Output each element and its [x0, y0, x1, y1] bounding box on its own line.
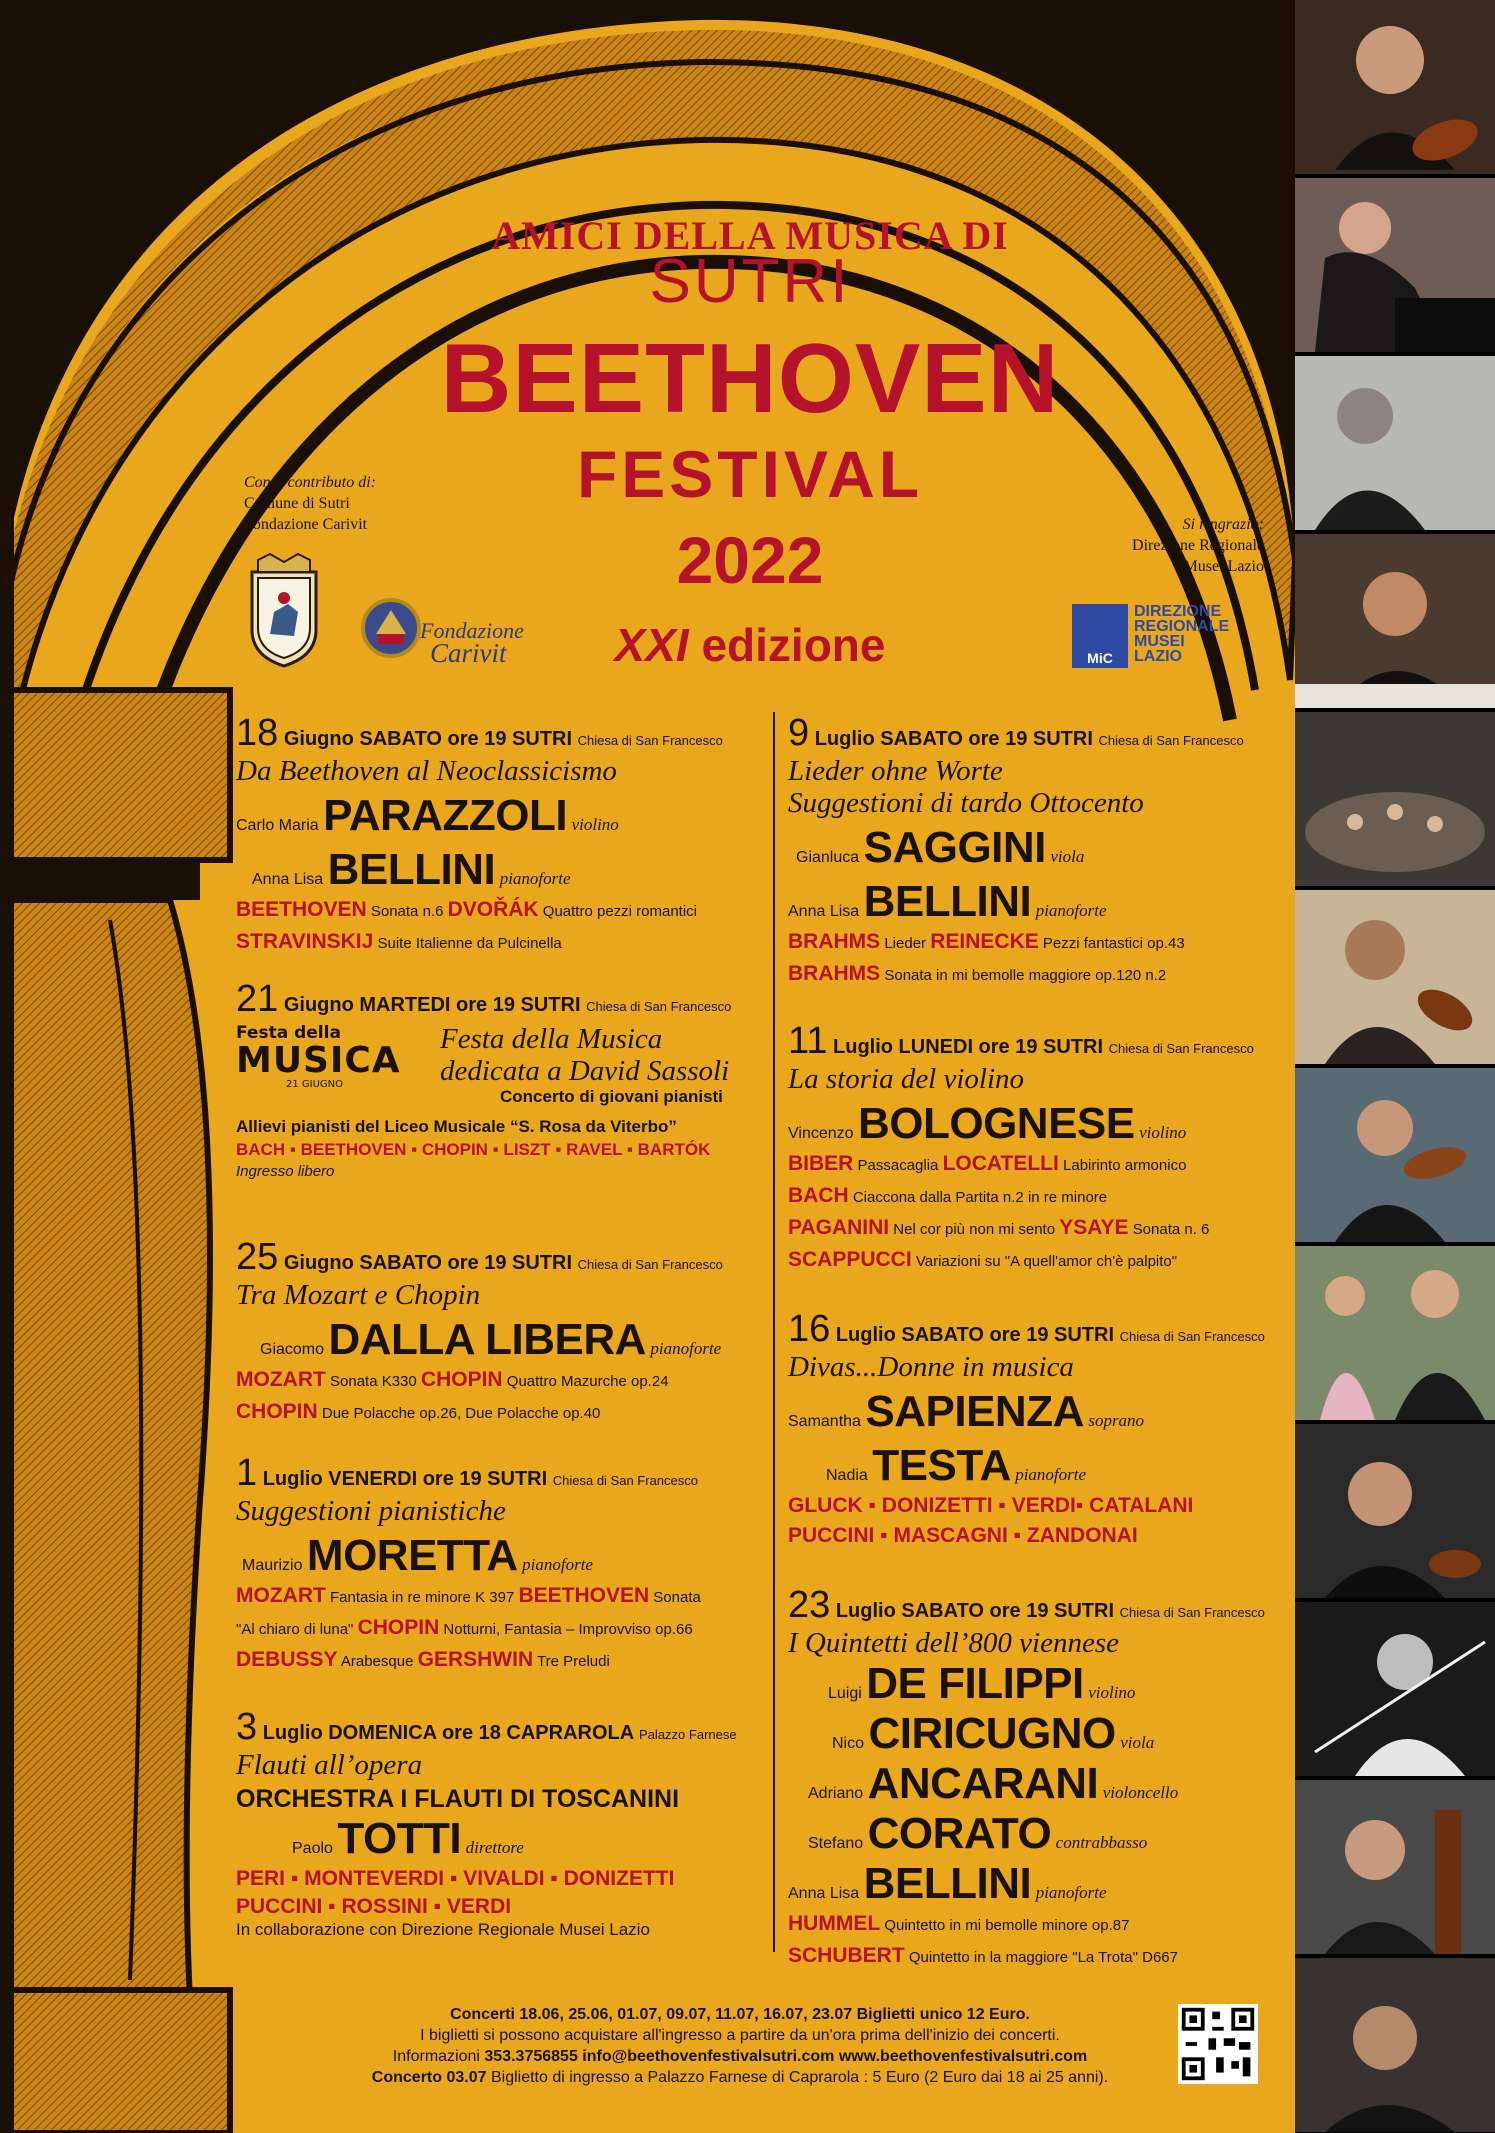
program-line	[788, 1181, 1348, 1213]
thanks-intro: Si ringrazia:	[1182, 516, 1264, 533]
mic-logo-mark	[1072, 604, 1128, 668]
performer	[788, 1659, 1348, 1709]
work: Suite Italienne da Pulcinella	[377, 935, 562, 952]
concert-subtitle: dedicata a David Sassoli	[440, 1055, 730, 1087]
musei-lazio-logo-text	[1134, 604, 1229, 664]
work: "Al chiaro di luna"	[236, 1621, 354, 1638]
concert-title: Festa della Musica	[440, 1023, 663, 1055]
program-line	[236, 1581, 796, 1613]
performer	[788, 1709, 1348, 1759]
concert-venue: Chiesa di San Francesco	[1108, 1041, 1254, 1056]
composers-list: GLUCK ▪ DONIZETTI ▪ VERDI▪ CATALANI	[788, 1494, 1194, 1517]
work: Fantasia in re minore K 397	[330, 1589, 515, 1606]
concert-date	[788, 1020, 1348, 1063]
work: Pezzi fantastici op.43	[1042, 935, 1185, 952]
performer-role: viola	[1050, 847, 1085, 866]
concert-venue: Chiesa di San Francesco	[552, 1473, 698, 1488]
work: Notturni, Fantasia – Improvviso op.66	[443, 1621, 693, 1638]
performer-role: violino	[1139, 1123, 1187, 1142]
concert-date	[236, 1236, 796, 1279]
concert-day: 3	[236, 1706, 258, 1748]
concert-date	[236, 1706, 796, 1749]
photo-violinist-parazzoli	[1295, 0, 1495, 174]
performer-first-name: Nico	[832, 1735, 865, 1752]
work: Passacaglia	[857, 1157, 939, 1174]
contacts-label: Informazioni	[392, 2048, 480, 2065]
concert-day: 21	[236, 978, 279, 1020]
concert-day: 18	[236, 712, 279, 754]
concert-day: 25	[236, 1236, 279, 1278]
footer-caprarola	[320, 2067, 1160, 2088]
composer: REINECKE	[930, 930, 1039, 953]
performer	[236, 791, 796, 841]
concert-time: Luglio SABATO ore 19 SUTRI	[835, 1324, 1115, 1346]
festa-musica-block	[236, 1023, 796, 1111]
performer-first-name: Paolo	[292, 1840, 333, 1857]
work: Quattro pezzi romantici	[542, 903, 698, 920]
performer-role: soprano	[1088, 1411, 1145, 1430]
composer: BEETHOVEN	[236, 898, 367, 921]
sponsor-comune: Comune di Sutri	[244, 495, 350, 512]
collaboration-note: In collaborazione con Direzione Regionale Musei Lazio	[236, 1920, 650, 1939]
composer: BRAHMS	[788, 962, 881, 985]
footer-concerts-tickets: Concerti 18.06, 25.06, 01.07, 09.07, 11.07, 16.07, 23.07 Biglietti unico 12 Euro.	[450, 2006, 1030, 2023]
program-line	[236, 927, 796, 959]
work: Lieder	[884, 935, 927, 952]
performer-last-name: SAGGINI	[863, 823, 1046, 872]
qr-code-icon[interactable]	[1178, 2004, 1258, 2084]
performer	[236, 1531, 796, 1581]
concert-title: Flauti all’opera	[236, 1749, 423, 1781]
concert-title: Lieder ohne Worte	[788, 755, 1003, 787]
concert-day: 16	[788, 1308, 831, 1350]
concert-venue: Chiesa di San Francesco	[577, 733, 723, 748]
work: Quattro Mazurche op.24	[506, 1373, 669, 1390]
fondazione-carivit-emblem-icon	[356, 592, 426, 664]
performer-role: pianoforte	[1035, 1883, 1107, 1902]
festa-titles	[440, 1023, 729, 1107]
performer-role: pianoforte	[650, 1339, 722, 1358]
performer	[788, 877, 1348, 927]
thanks-item2: Musei Lazio	[1183, 558, 1264, 575]
concert-date	[236, 712, 796, 755]
concert-title: I Quintetti dell’800 viennese	[788, 1627, 1119, 1659]
concert-21-giugno	[236, 978, 796, 1180]
program-line	[788, 959, 1348, 991]
composer: MOZART	[236, 1584, 326, 1607]
concert-time: Giugno SABATO ore 19 SUTRI	[283, 1252, 573, 1274]
concert-title: Da Beethoven al Neoclassicismo	[236, 755, 617, 787]
composer: BIBER	[788, 1152, 854, 1175]
performer	[788, 1759, 1348, 1809]
program-line	[788, 1941, 1348, 1973]
program-line	[236, 1613, 796, 1645]
performer-last-name: BELLINI	[863, 877, 1032, 926]
festival-year: 2022	[676, 523, 824, 597]
performer	[788, 1809, 1348, 1859]
performer-first-name: Anna Lisa	[252, 871, 324, 888]
program-line	[788, 1213, 1348, 1245]
comune-di-sutri-crest-icon	[244, 552, 324, 670]
composer: DVOŘÁK	[447, 898, 539, 921]
concert-description: Concerto di giovani pianisti	[500, 1087, 723, 1106]
contacts-details: 353.3756855 info@beethovenfestivalsutri.com www.beethovenfestivalsutri.com	[484, 2048, 1088, 2065]
performer-role: contrabbasso	[1055, 1833, 1148, 1852]
photo-bassist-corato	[1295, 1958, 1495, 2133]
work: Sonata n.6	[370, 903, 444, 920]
concert-venue: Chiesa di San Francesco	[586, 999, 732, 1014]
concert-title: Suggestioni pianistiche	[236, 1495, 506, 1527]
performer-first-name: Samantha	[788, 1413, 861, 1430]
concert-9-luglio	[788, 712, 1348, 991]
performer	[236, 1814, 796, 1864]
concert-16-luglio	[788, 1308, 1348, 1551]
composer: CHOPIN	[236, 1400, 318, 1423]
performer-first-name: Anna Lisa	[788, 1885, 860, 1902]
work: Sonata in mi bemolle maggiore op.120 n.2	[884, 967, 1167, 984]
edition-number: XXI	[614, 619, 689, 671]
concert-title: Divas...Donne in musica	[788, 1351, 1074, 1383]
composer: GERSHWIN	[417, 1648, 534, 1671]
composer: STRAVINSKIJ	[236, 930, 374, 953]
concert-11-luglio	[788, 1020, 1348, 1277]
concert-title: La storia del violino	[788, 1063, 1025, 1095]
work: Arabesque	[340, 1653, 414, 1670]
performer-role: violoncello	[1102, 1783, 1179, 1802]
performer-last-name: TOTTI	[337, 1814, 462, 1863]
fondazione-carivit-logo	[420, 618, 524, 668]
program-line	[236, 895, 796, 927]
performer-last-name: DALLA LIBERA	[328, 1315, 646, 1364]
performer	[788, 1387, 1348, 1437]
composer: SCHUBERT	[788, 1944, 905, 1967]
concert-date	[788, 712, 1348, 755]
festa-logo-date: 21 GIUGNO	[286, 1079, 344, 1090]
performer-last-name: BELLINI	[863, 1859, 1032, 1908]
performer-role: pianoforte	[522, 1555, 593, 1574]
concert-3-luglio	[236, 1706, 796, 1940]
performer-first-name: Vincenzo	[788, 1125, 854, 1142]
composer: BEETHOVEN	[518, 1584, 650, 1607]
admission-note: Ingresso libero	[236, 1163, 335, 1180]
concert-time: Luglio DOMENICA ore 18 CAPRAROLA	[262, 1722, 634, 1744]
concert-date	[236, 1452, 796, 1495]
carivit-logo-line1: Fondazione	[420, 618, 524, 643]
composer: MOZART	[236, 1368, 326, 1391]
work: Due Polacche op.26, Due Polacche op.40	[321, 1405, 601, 1422]
town-name: SUTRI	[649, 247, 851, 316]
concert-date	[788, 1308, 1348, 1351]
concert-25-giugno	[236, 1236, 796, 1429]
performer-last-name: CIRICUGNO	[868, 1709, 1116, 1758]
performer-role: pianoforte	[499, 869, 571, 888]
performer-first-name: Gianluca	[796, 849, 860, 866]
performer-role: pianoforte	[1035, 901, 1107, 920]
concert-time: Luglio LUNEDI ore 19 SUTRI	[833, 1036, 1104, 1058]
program-line	[236, 1365, 796, 1397]
performer-last-name: BOLOGNESE	[857, 1099, 1135, 1148]
program-line	[788, 1245, 1348, 1277]
ticket-info-footer	[320, 2004, 1160, 2088]
sponsors-left	[244, 472, 376, 535]
concert-venue: Chiesa di San Francesco	[577, 1257, 723, 1272]
performer-first-name: Carlo Maria	[236, 817, 319, 834]
caprarola-label: Concerto 03.07	[371, 2069, 487, 2086]
performer	[788, 823, 1348, 873]
caprarola-ticket: Biglietto di ingresso a Palazzo Farnese di Caprarola : 5 Euro (2 Euro dai 18 ai 25 anni).	[490, 2069, 1109, 2086]
work: Nel cor più non mi sento	[893, 1221, 1056, 1238]
concert-date	[788, 1584, 1348, 1627]
musei-logo-line2: REGIONALE	[1134, 618, 1230, 635]
performer-first-name: Stefano	[808, 1835, 864, 1852]
work: Tre Preludi	[537, 1653, 610, 1670]
concert-time: Giugno MARTEDI ore 19 SUTRI	[283, 994, 581, 1016]
musei-logo-line4: LAZIO	[1134, 648, 1182, 665]
work: Variazioni su "A quell'amor ch'è palpito"	[915, 1253, 1178, 1270]
festival-subtitle: FESTIVAL	[576, 437, 924, 511]
work: Sonata K330	[330, 1373, 417, 1390]
concert-18-giugno	[236, 712, 796, 959]
festival-title: BEETHOVEN	[440, 323, 1060, 433]
photo-pianist-bellini	[1295, 178, 1495, 352]
performer-last-name: ANCARANI	[867, 1759, 1099, 1808]
performers-line: Allievi pianisti del Liceo Musicale “S. Rosa da Viterbo”	[236, 1117, 677, 1136]
concert-day: 11	[788, 1020, 828, 1062]
performer-last-name: CORATO	[867, 1809, 1052, 1858]
performer-first-name: Adriano	[808, 1785, 864, 1802]
composers-list: PUCCINI ▪ MASCAGNI ▪ ZANDONAI	[788, 1524, 1138, 1547]
footer-ticket-purchase: I biglietti si possono acquistare all'ingresso a partire da un'ora prima dell'inizio dei concerti.	[420, 2027, 1060, 2044]
work: Ciaccona dalla Partita n.2 in re minore	[852, 1189, 1108, 1206]
concert-date	[236, 978, 796, 1021]
performer-role: direttore	[465, 1838, 524, 1857]
concert-day: 9	[788, 712, 810, 754]
composer: DEBUSSY	[236, 1648, 338, 1671]
work: Sonata n. 6	[1132, 1221, 1210, 1238]
composer: CHOPIN	[420, 1368, 503, 1391]
work: Labirinto armonico	[1063, 1157, 1187, 1174]
photo-pianist-moretta	[1295, 534, 1495, 708]
ensemble-name: ORCHESTRA I FLAUTI DI TOSCANINI	[236, 1785, 680, 1813]
performer-role: violino	[571, 815, 619, 834]
concert-day: 23	[788, 1584, 831, 1626]
composer: BRAHMS	[788, 930, 881, 953]
performer-role: viola	[1120, 1733, 1155, 1752]
performer	[788, 1441, 1348, 1491]
concert-time: Giugno SABATO ore 19 SUTRI	[283, 728, 573, 750]
performer-last-name: BELLINI	[327, 845, 496, 894]
organizer-name: AMICI DELLA MUSICA DI	[491, 213, 1009, 258]
concert-day: 1	[236, 1452, 258, 1494]
program-line	[236, 1645, 796, 1677]
composer: YSAYE	[1059, 1216, 1129, 1239]
edition-label	[540, 618, 960, 672]
performer-first-name: Nadia	[826, 1467, 868, 1484]
performer	[236, 845, 796, 895]
work: Quintetto in la maggiore "La Trota" D667	[908, 1949, 1178, 1966]
composer: BACH	[788, 1184, 849, 1207]
program-line	[788, 1149, 1348, 1181]
concert-venue: Palazzo Farnese	[639, 1727, 737, 1742]
concert-venue: Chiesa di San Francesco	[1119, 1329, 1265, 1344]
work: Quintetto in mi bemolle minore op.87	[884, 1917, 1130, 1934]
carivit-logo-line2: Carivit	[430, 638, 507, 668]
performer-role: pianoforte	[1015, 1465, 1087, 1484]
composer: LOCATELLI	[942, 1152, 1059, 1175]
composer: SCAPPUCCI	[788, 1248, 912, 1271]
composers-list: PERI ▪ MONTEVERDI ▪ VIVALDI ▪ DONIZETTI	[236, 1867, 675, 1890]
composer: PAGANINI	[788, 1216, 890, 1239]
musei-logo-line3: MUSEI	[1134, 633, 1185, 650]
musei-logo-line1: DIREZIONE	[1134, 603, 1222, 620]
composers-list: BACH ▪ BEETHOVEN ▪ CHOPIN ▪ LISZT ▪ RAVEL ▪ BARTÓK	[236, 1140, 711, 1159]
performer-role: violino	[1088, 1683, 1136, 1702]
performer-first-name: Luigi	[828, 1685, 862, 1702]
concert-subtitle: Suggestioni di tardo Ottocento	[788, 787, 1144, 819]
concert-title: Tra Mozart e Chopin	[236, 1279, 481, 1311]
photo-pianist-dalla-libera	[1295, 356, 1495, 530]
festa-logo-main: MUSICA	[236, 1040, 401, 1081]
festa-logo-top: Festa della	[236, 1023, 341, 1043]
thanks-item1: Direzione Regionale	[1132, 537, 1264, 554]
footer-contacts	[320, 2046, 1160, 2067]
sponsors-intro: Con il contributo di:	[244, 474, 376, 491]
performer-last-name: MORETTA	[306, 1531, 518, 1580]
work: Sonata	[653, 1589, 701, 1606]
performer-last-name: PARAZZOLI	[323, 791, 568, 840]
concert-time: Luglio VENERDI ore 19 SUTRI	[262, 1468, 548, 1490]
sponsor-fondazione: Fondazione Carivit	[244, 516, 368, 533]
performer-last-name: DE FILIPPI	[866, 1659, 1084, 1708]
performer-first-name: Anna Lisa	[788, 903, 860, 920]
program-line	[788, 1909, 1348, 1941]
mic-mark-text: MiC	[1087, 650, 1113, 666]
festa-della-musica-logo	[236, 1023, 426, 1109]
concert-venue: Chiesa di San Francesco	[1119, 1605, 1265, 1620]
sponsors-right	[1060, 514, 1264, 577]
performer	[236, 1315, 796, 1365]
concert-time: Luglio SABATO ore 19 SUTRI	[814, 728, 1093, 750]
performer-last-name: TESTA	[872, 1441, 1011, 1490]
composers-list: PUCCINI ▪ ROSSINI ▪ VERDI	[236, 1895, 512, 1918]
performer	[788, 1099, 1348, 1149]
program-line	[788, 927, 1348, 959]
performer	[788, 1859, 1348, 1909]
concert-1-luglio	[236, 1452, 796, 1677]
concert-23-luglio	[788, 1584, 1348, 1973]
edition-word: edizione	[701, 619, 886, 671]
composer: CHOPIN	[357, 1616, 440, 1639]
performer-last-name: SAPIENZA	[865, 1387, 1084, 1436]
composer: HUMMEL	[788, 1912, 881, 1935]
performer-first-name: Giacomo	[260, 1341, 325, 1358]
performer-first-name: Maurizio	[242, 1557, 303, 1574]
concert-venue: Chiesa di San Francesco	[1098, 733, 1244, 748]
program-line	[236, 1397, 796, 1429]
concert-time: Luglio SABATO ore 19 SUTRI	[835, 1600, 1115, 1622]
direzione-regionale-musei-lazio-logo	[1072, 604, 1262, 668]
